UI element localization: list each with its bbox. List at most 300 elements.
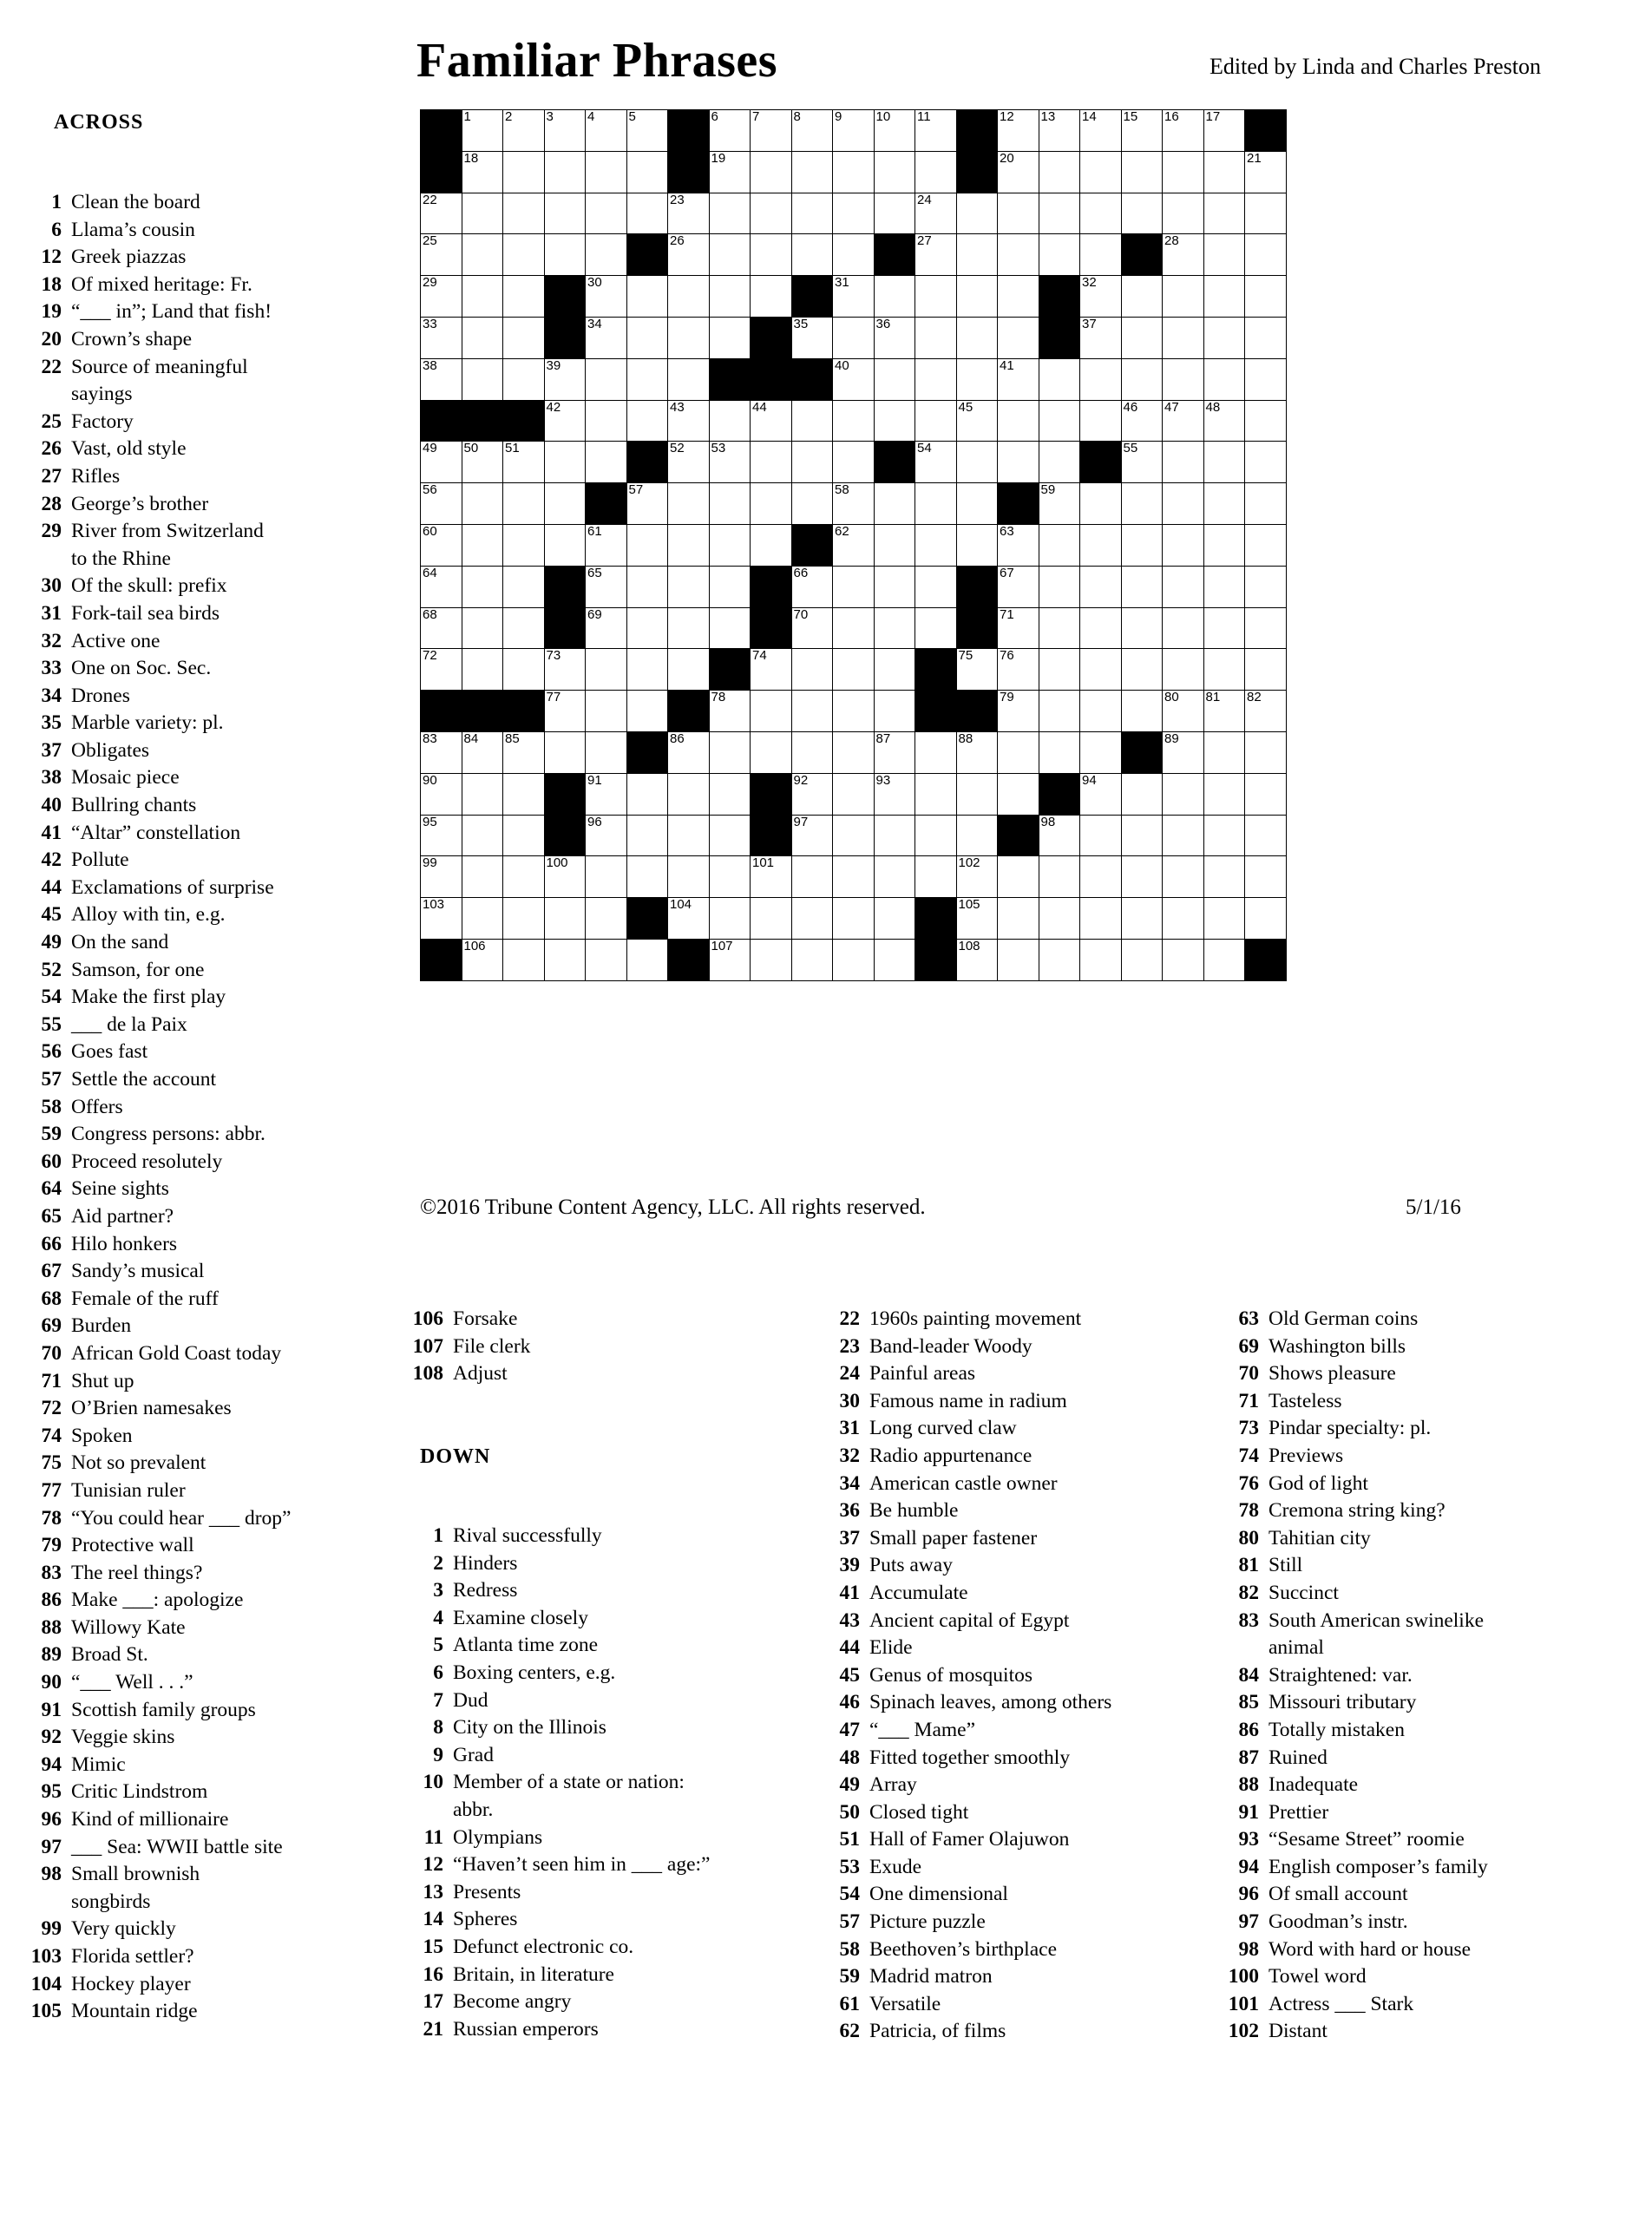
- grid-cell[interactable]: [751, 524, 792, 566]
- grid-cell[interactable]: [874, 151, 915, 193]
- grid-cell[interactable]: [421, 193, 462, 234]
- grid-cell[interactable]: [421, 607, 462, 649]
- grid-cell[interactable]: [998, 607, 1039, 649]
- grid-cell[interactable]: [1121, 773, 1163, 815]
- grid-cell[interactable]: [833, 234, 875, 276]
- grid-cell[interactable]: [915, 815, 957, 856]
- grid-cell[interactable]: [1039, 856, 1080, 898]
- grid-cell[interactable]: [462, 898, 503, 940]
- grid-cell[interactable]: [421, 898, 462, 940]
- grid-cell[interactable]: [1203, 234, 1245, 276]
- grid-cell[interactable]: [1245, 358, 1287, 400]
- grid-cell[interactable]: [915, 607, 957, 649]
- grid-cell[interactable]: [1245, 898, 1287, 940]
- grid-cell[interactable]: [998, 566, 1039, 607]
- grid-cell[interactable]: [709, 193, 751, 234]
- grid-cell[interactable]: [668, 856, 710, 898]
- grid-cell[interactable]: [1039, 607, 1080, 649]
- grid-cell[interactable]: [668, 234, 710, 276]
- grid-cell[interactable]: [1245, 193, 1287, 234]
- grid-cell[interactable]: [833, 773, 875, 815]
- grid-cell[interactable]: [1080, 400, 1122, 442]
- grid-cell[interactable]: [791, 483, 833, 525]
- grid-cell[interactable]: [791, 110, 833, 152]
- grid-cell[interactable]: [1163, 898, 1204, 940]
- grid-cell[interactable]: [668, 317, 710, 358]
- grid-cell[interactable]: [1163, 151, 1204, 193]
- grid-cell[interactable]: [1080, 193, 1122, 234]
- grid-cell[interactable]: [833, 317, 875, 358]
- grid-cell[interactable]: [709, 773, 751, 815]
- grid-cell[interactable]: [626, 317, 668, 358]
- grid-cell[interactable]: [791, 400, 833, 442]
- grid-cell[interactable]: [915, 442, 957, 483]
- grid-cell[interactable]: [1245, 276, 1287, 318]
- grid-cell[interactable]: [791, 566, 833, 607]
- grid-cell[interactable]: [503, 317, 545, 358]
- grid-cell[interactable]: [833, 607, 875, 649]
- grid-cell[interactable]: [1121, 110, 1163, 152]
- grid-cell[interactable]: [586, 649, 627, 691]
- grid-cell[interactable]: [503, 773, 545, 815]
- grid-cell[interactable]: [586, 691, 627, 732]
- grid-cell[interactable]: [1245, 607, 1287, 649]
- grid-cell[interactable]: [751, 483, 792, 525]
- grid-cell[interactable]: [503, 151, 545, 193]
- grid-cell[interactable]: [833, 649, 875, 691]
- grid-cell[interactable]: [1039, 815, 1080, 856]
- grid-cell[interactable]: [1080, 815, 1122, 856]
- grid-cell[interactable]: [751, 151, 792, 193]
- grid-cell[interactable]: [751, 731, 792, 773]
- grid-cell[interactable]: [626, 856, 668, 898]
- grid-cell[interactable]: [1121, 276, 1163, 318]
- grid-cell[interactable]: [1203, 483, 1245, 525]
- grid-cell[interactable]: [1245, 815, 1287, 856]
- grid-cell[interactable]: [915, 358, 957, 400]
- grid-cell[interactable]: [626, 939, 668, 980]
- grid-cell[interactable]: [998, 151, 1039, 193]
- grid-cell[interactable]: [1039, 358, 1080, 400]
- grid-cell[interactable]: [586, 442, 627, 483]
- grid-cell[interactable]: [1080, 691, 1122, 732]
- grid-cell[interactable]: [1203, 939, 1245, 980]
- grid-cell[interactable]: [1163, 856, 1204, 898]
- grid-cell[interactable]: [1039, 400, 1080, 442]
- grid-cell[interactable]: [874, 566, 915, 607]
- grid-cell[interactable]: [709, 524, 751, 566]
- grid-cell[interactable]: [544, 483, 586, 525]
- grid-cell[interactable]: [1121, 607, 1163, 649]
- grid-cell[interactable]: [1203, 110, 1245, 152]
- grid-cell[interactable]: [1080, 358, 1122, 400]
- grid-cell[interactable]: [503, 939, 545, 980]
- grid-cell[interactable]: [998, 773, 1039, 815]
- grid-cell[interactable]: [791, 815, 833, 856]
- grid-cell[interactable]: [503, 110, 545, 152]
- grid-cell[interactable]: [751, 276, 792, 318]
- grid-cell[interactable]: [709, 731, 751, 773]
- grid-cell[interactable]: [1163, 524, 1204, 566]
- grid-cell[interactable]: [791, 234, 833, 276]
- grid-cell[interactable]: [1039, 442, 1080, 483]
- grid-cell[interactable]: [791, 607, 833, 649]
- grid-cell[interactable]: [1245, 649, 1287, 691]
- grid-cell[interactable]: [668, 193, 710, 234]
- grid-cell[interactable]: [874, 276, 915, 318]
- grid-cell[interactable]: [1080, 234, 1122, 276]
- grid-cell[interactable]: [956, 442, 998, 483]
- grid-cell[interactable]: [751, 898, 792, 940]
- grid-cell[interactable]: [626, 151, 668, 193]
- grid-cell[interactable]: [1039, 483, 1080, 525]
- grid-cell[interactable]: [503, 442, 545, 483]
- grid-cell[interactable]: [1203, 691, 1245, 732]
- grid-cell[interactable]: [462, 524, 503, 566]
- grid-cell[interactable]: [833, 110, 875, 152]
- grid-cell[interactable]: [791, 317, 833, 358]
- grid-cell[interactable]: [998, 110, 1039, 152]
- grid-cell[interactable]: [544, 856, 586, 898]
- grid-cell[interactable]: [1121, 400, 1163, 442]
- grid-cell[interactable]: [874, 193, 915, 234]
- grid-cell[interactable]: [626, 815, 668, 856]
- grid-cell[interactable]: [956, 773, 998, 815]
- grid-cell[interactable]: [1245, 483, 1287, 525]
- grid-cell[interactable]: [751, 193, 792, 234]
- grid-cell[interactable]: [1121, 358, 1163, 400]
- grid-cell[interactable]: [833, 731, 875, 773]
- grid-cell[interactable]: [833, 151, 875, 193]
- grid-cell[interactable]: [544, 110, 586, 152]
- grid-cell[interactable]: [544, 691, 586, 732]
- grid-cell[interactable]: [1080, 649, 1122, 691]
- grid-cell[interactable]: [709, 110, 751, 152]
- grid-cell[interactable]: [586, 234, 627, 276]
- grid-cell[interactable]: [421, 358, 462, 400]
- grid-cell[interactable]: [1163, 939, 1204, 980]
- grid-cell[interactable]: [998, 731, 1039, 773]
- grid-cell[interactable]: [626, 566, 668, 607]
- grid-cell[interactable]: [709, 815, 751, 856]
- grid-cell[interactable]: [1039, 151, 1080, 193]
- grid-cell[interactable]: [874, 483, 915, 525]
- grid-cell[interactable]: [833, 939, 875, 980]
- grid-cell[interactable]: [1080, 276, 1122, 318]
- grid-cell[interactable]: [1080, 939, 1122, 980]
- grid-cell[interactable]: [709, 400, 751, 442]
- grid-cell[interactable]: [956, 234, 998, 276]
- grid-cell[interactable]: [1080, 773, 1122, 815]
- grid-cell[interactable]: [503, 815, 545, 856]
- grid-cell[interactable]: [998, 939, 1039, 980]
- grid-cell[interactable]: [709, 566, 751, 607]
- grid-cell[interactable]: [956, 649, 998, 691]
- grid-cell[interactable]: [1080, 317, 1122, 358]
- grid-cell[interactable]: [791, 731, 833, 773]
- grid-cell[interactable]: [915, 856, 957, 898]
- grid-cell[interactable]: [1039, 524, 1080, 566]
- grid-cell[interactable]: [626, 691, 668, 732]
- grid-cell[interactable]: [915, 773, 957, 815]
- grid-cell[interactable]: [956, 276, 998, 318]
- grid-cell[interactable]: [544, 358, 586, 400]
- grid-cell[interactable]: [709, 691, 751, 732]
- grid-cell[interactable]: [1245, 691, 1287, 732]
- grid-cell[interactable]: [1163, 607, 1204, 649]
- grid-cell[interactable]: [1080, 110, 1122, 152]
- grid-cell[interactable]: [833, 566, 875, 607]
- grid-cell[interactable]: [1039, 731, 1080, 773]
- grid-cell[interactable]: [874, 317, 915, 358]
- grid-cell[interactable]: [1163, 773, 1204, 815]
- grid-cell[interactable]: [956, 939, 998, 980]
- grid-cell[interactable]: [833, 856, 875, 898]
- grid-cell[interactable]: [668, 442, 710, 483]
- grid-cell[interactable]: [751, 234, 792, 276]
- grid-cell[interactable]: [874, 815, 915, 856]
- grid-cell[interactable]: [791, 193, 833, 234]
- grid-cell[interactable]: [833, 815, 875, 856]
- grid-cell[interactable]: [833, 276, 875, 318]
- grid-cell[interactable]: [668, 566, 710, 607]
- grid-cell[interactable]: [626, 607, 668, 649]
- grid-cell[interactable]: [915, 483, 957, 525]
- grid-cell[interactable]: [544, 234, 586, 276]
- grid-cell[interactable]: [586, 358, 627, 400]
- grid-cell[interactable]: [874, 691, 915, 732]
- grid-cell[interactable]: [956, 358, 998, 400]
- grid-cell[interactable]: [586, 110, 627, 152]
- grid-cell[interactable]: [1121, 151, 1163, 193]
- grid-cell[interactable]: [1203, 442, 1245, 483]
- grid-cell[interactable]: [668, 358, 710, 400]
- grid-cell[interactable]: [1080, 731, 1122, 773]
- grid-cell[interactable]: [586, 524, 627, 566]
- grid-cell[interactable]: [1121, 317, 1163, 358]
- grid-cell[interactable]: [751, 400, 792, 442]
- crossword-grid[interactable]: [420, 109, 1287, 981]
- grid-cell[interactable]: [791, 691, 833, 732]
- grid-cell[interactable]: [1163, 731, 1204, 773]
- grid-cell[interactable]: [462, 358, 503, 400]
- grid-cell[interactable]: [709, 317, 751, 358]
- grid-cell[interactable]: [1121, 649, 1163, 691]
- grid-cell[interactable]: [1121, 939, 1163, 980]
- grid-cell[interactable]: [791, 898, 833, 940]
- grid-cell[interactable]: [874, 856, 915, 898]
- grid-cell[interactable]: [791, 649, 833, 691]
- grid-cell[interactable]: [998, 358, 1039, 400]
- grid-cell[interactable]: [1121, 815, 1163, 856]
- grid-cell[interactable]: [1245, 400, 1287, 442]
- grid-cell[interactable]: [998, 234, 1039, 276]
- grid-cell[interactable]: [462, 151, 503, 193]
- grid-cell[interactable]: [503, 234, 545, 276]
- grid-cell[interactable]: [462, 110, 503, 152]
- grid-cell[interactable]: [668, 607, 710, 649]
- grid-cell[interactable]: [668, 898, 710, 940]
- grid-cell[interactable]: [586, 193, 627, 234]
- grid-cell[interactable]: [462, 234, 503, 276]
- grid-cell[interactable]: [626, 193, 668, 234]
- grid-cell[interactable]: [709, 939, 751, 980]
- grid-cell[interactable]: [956, 856, 998, 898]
- grid-cell[interactable]: [421, 649, 462, 691]
- grid-cell[interactable]: [874, 524, 915, 566]
- grid-cell[interactable]: [1203, 400, 1245, 442]
- grid-cell[interactable]: [586, 898, 627, 940]
- grid-cell[interactable]: [1203, 607, 1245, 649]
- grid-cell[interactable]: [874, 358, 915, 400]
- grid-cell[interactable]: [421, 773, 462, 815]
- grid-cell[interactable]: [462, 939, 503, 980]
- grid-cell[interactable]: [503, 193, 545, 234]
- grid-cell[interactable]: [1163, 317, 1204, 358]
- grid-cell[interactable]: [668, 400, 710, 442]
- grid-cell[interactable]: [421, 815, 462, 856]
- grid-cell[interactable]: [1163, 442, 1204, 483]
- grid-cell[interactable]: [1080, 607, 1122, 649]
- grid-cell[interactable]: [462, 856, 503, 898]
- grid-cell[interactable]: [1039, 566, 1080, 607]
- grid-cell[interactable]: [1163, 815, 1204, 856]
- grid-cell[interactable]: [874, 773, 915, 815]
- grid-cell[interactable]: [544, 442, 586, 483]
- grid-cell[interactable]: [874, 939, 915, 980]
- grid-cell[interactable]: [586, 607, 627, 649]
- grid-cell[interactable]: [626, 110, 668, 152]
- grid-cell[interactable]: [668, 276, 710, 318]
- grid-cell[interactable]: [709, 483, 751, 525]
- grid-cell[interactable]: [998, 276, 1039, 318]
- grid-cell[interactable]: [956, 815, 998, 856]
- grid-cell[interactable]: [1245, 442, 1287, 483]
- grid-cell[interactable]: [1163, 400, 1204, 442]
- grid-cell[interactable]: [1245, 856, 1287, 898]
- grid-cell[interactable]: [1245, 524, 1287, 566]
- grid-cell[interactable]: [956, 731, 998, 773]
- grid-cell[interactable]: [874, 649, 915, 691]
- grid-cell[interactable]: [1039, 193, 1080, 234]
- grid-cell[interactable]: [874, 607, 915, 649]
- grid-cell[interactable]: [956, 898, 998, 940]
- grid-cell[interactable]: [1245, 317, 1287, 358]
- grid-cell[interactable]: [626, 524, 668, 566]
- grid-cell[interactable]: [544, 193, 586, 234]
- grid-cell[interactable]: [1163, 110, 1204, 152]
- grid-cell[interactable]: [586, 856, 627, 898]
- grid-cell[interactable]: [668, 731, 710, 773]
- grid-cell[interactable]: [998, 898, 1039, 940]
- grid-cell[interactable]: [998, 691, 1039, 732]
- grid-cell[interactable]: [915, 731, 957, 773]
- grid-cell[interactable]: [833, 442, 875, 483]
- grid-cell[interactable]: [1039, 234, 1080, 276]
- grid-cell[interactable]: [751, 442, 792, 483]
- grid-cell[interactable]: [915, 317, 957, 358]
- grid-cell[interactable]: [668, 815, 710, 856]
- grid-cell[interactable]: [421, 317, 462, 358]
- grid-cell[interactable]: [751, 691, 792, 732]
- grid-cell[interactable]: [462, 773, 503, 815]
- grid-cell[interactable]: [915, 400, 957, 442]
- grid-cell[interactable]: [956, 400, 998, 442]
- grid-cell[interactable]: [833, 691, 875, 732]
- grid-cell[interactable]: [833, 898, 875, 940]
- grid-cell[interactable]: [462, 442, 503, 483]
- grid-cell[interactable]: [709, 151, 751, 193]
- grid-cell[interactable]: [874, 110, 915, 152]
- grid-cell[interactable]: [956, 524, 998, 566]
- grid-cell[interactable]: [1121, 524, 1163, 566]
- grid-cell[interactable]: [1121, 856, 1163, 898]
- grid-cell[interactable]: [544, 649, 586, 691]
- grid-cell[interactable]: [1163, 566, 1204, 607]
- grid-cell[interactable]: [586, 731, 627, 773]
- grid-cell[interactable]: [626, 400, 668, 442]
- grid-cell[interactable]: [791, 939, 833, 980]
- grid-cell[interactable]: [544, 898, 586, 940]
- grid-cell[interactable]: [462, 193, 503, 234]
- grid-cell[interactable]: [791, 773, 833, 815]
- grid-cell[interactable]: [1203, 193, 1245, 234]
- grid-cell[interactable]: [462, 731, 503, 773]
- grid-cell[interactable]: [626, 276, 668, 318]
- grid-cell[interactable]: [586, 939, 627, 980]
- grid-cell[interactable]: [462, 317, 503, 358]
- grid-cell[interactable]: [874, 898, 915, 940]
- grid-cell[interactable]: [998, 317, 1039, 358]
- grid-cell[interactable]: [586, 400, 627, 442]
- grid-cell[interactable]: [915, 193, 957, 234]
- grid-cell[interactable]: [668, 649, 710, 691]
- grid-cell[interactable]: [1039, 110, 1080, 152]
- grid-cell[interactable]: [1121, 483, 1163, 525]
- grid-cell[interactable]: [1203, 151, 1245, 193]
- grid-cell[interactable]: [1121, 898, 1163, 940]
- grid-cell[interactable]: [1163, 193, 1204, 234]
- grid-cell[interactable]: [1039, 898, 1080, 940]
- grid-cell[interactable]: [503, 649, 545, 691]
- grid-cell[interactable]: [1080, 856, 1122, 898]
- grid-cell[interactable]: [1080, 566, 1122, 607]
- grid-cell[interactable]: [462, 815, 503, 856]
- grid-cell[interactable]: [709, 442, 751, 483]
- grid-cell[interactable]: [462, 483, 503, 525]
- grid-cell[interactable]: [833, 524, 875, 566]
- grid-cell[interactable]: [1245, 731, 1287, 773]
- grid-cell[interactable]: [1203, 815, 1245, 856]
- grid-cell[interactable]: [503, 566, 545, 607]
- grid-cell[interactable]: [709, 276, 751, 318]
- grid-cell[interactable]: [626, 483, 668, 525]
- grid-cell[interactable]: [874, 400, 915, 442]
- grid-cell[interactable]: [709, 234, 751, 276]
- grid-cell[interactable]: [1080, 524, 1122, 566]
- grid-cell[interactable]: [586, 815, 627, 856]
- grid-cell[interactable]: [503, 483, 545, 525]
- grid-cell[interactable]: [1080, 898, 1122, 940]
- grid-cell[interactable]: [1163, 483, 1204, 525]
- grid-cell[interactable]: [503, 898, 545, 940]
- grid-cell[interactable]: [833, 400, 875, 442]
- grid-cell[interactable]: [544, 939, 586, 980]
- grid-cell[interactable]: [421, 483, 462, 525]
- grid-cell[interactable]: [1163, 276, 1204, 318]
- grid-cell[interactable]: [956, 193, 998, 234]
- grid-cell[interactable]: [462, 607, 503, 649]
